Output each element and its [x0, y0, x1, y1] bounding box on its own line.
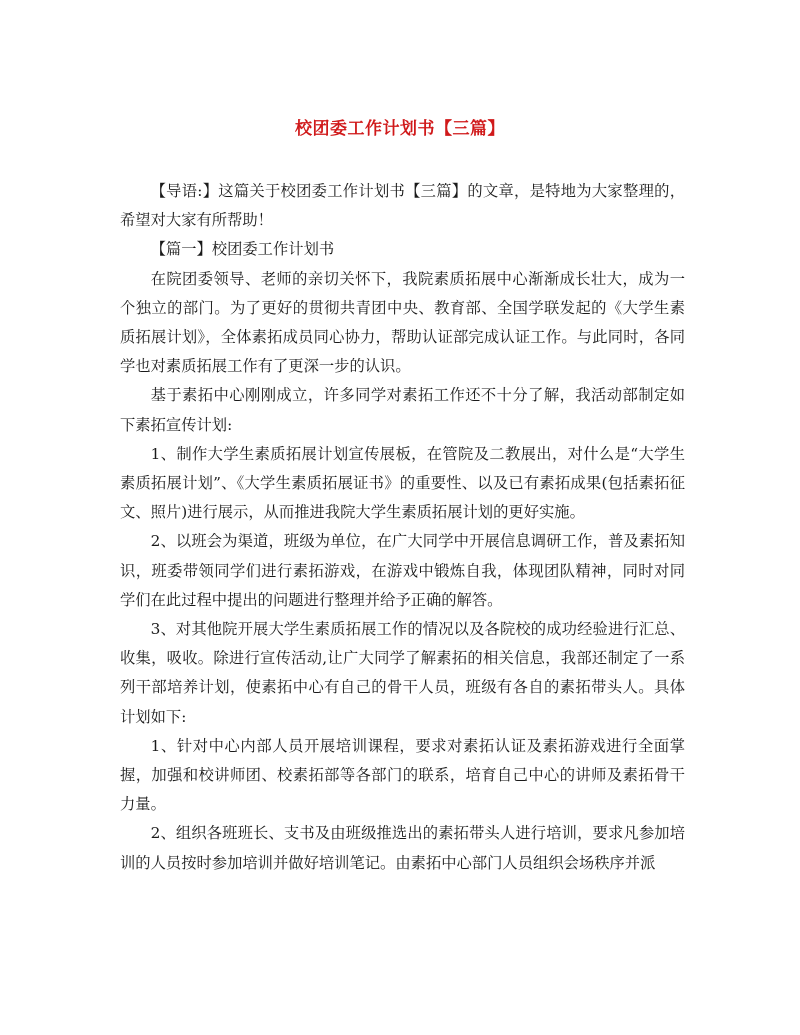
- list-paragraph: 2、组织各班班长、支书及由班级推选出的素拓带头人进行培训，要求凡参加培训的人员按时参加培训并做好培训笔记。由素拓中心部门人员组织会场秩序并派: [120, 824, 685, 872]
- list-paragraph: 3、对其他院开展大学生素质拓展工作的情况以及各院校的成功经验进行汇总、收集，吸收。除进行宣传活动,让广大同学了解素拓的相关信息，我部还制定了一系列干部培养计划，使素拓中心有自己的骨干人员，班级有各自的素拓带头人。具体计划如下:: [120, 620, 685, 726]
- document-body: [120, 177, 685, 878]
- section-heading: 【篇一】校团委工作计划书: [150, 240, 335, 259]
- list-paragraph: 1、针对中心内部人员开展培训课程，要求对素拓认证及素拓游戏进行全面掌握，加强和校讲师团、校素拓部等各部门的联系，培育自己中心的讲师及素拓骨干力量。: [120, 736, 685, 814]
- list-paragraph: 1、制作大学生素质拓展计划宣传展板，在管院及二教展出，对什么是“大学生素质拓展计划”、《大学生素质拓展证书》的重要性、以及已有素拓成果(包括素拓征文、照片)进行展示，从而推进我院大学生素质拓展计划的更好实施。: [120, 444, 685, 522]
- list-paragraph: 2、以班会为渠道，班级为单位，在广大同学中开展信息调研工作，普及素拓知识，班委带领同学们进行素拓游戏，在游戏中锻炼自我，体现团队精神，同时对同学们在此过程中提出的问题进行整理并给予正确的解答。: [120, 532, 685, 609]
- document-title: 校团委工作计划书【三篇】: [295, 119, 505, 139]
- intro-paragraph: 【导语:】这篇关于校团委工作计划书【三篇】的文章，是特地为大家整理的，希望对大家有所帮助！: [120, 182, 685, 230]
- body-paragraph: 在院团委领导、老师的亲切关怀下，我院素质拓展中心渐渐成长壮大，成为一个独立的部门。为了更好的贯彻共青团中央、教育部、全国学联发起的《大学生素质拓展计划》，全体素拓成员同心协力，帮助认证部完成认证工作。与此同时，各同学也对素质拓展工作有了更深一步的认识。: [120, 269, 685, 376]
- body-paragraph: 基于素拓中心刚刚成立，许多同学对素拓工作还不十分了解，我活动部制定如下素拓宣传计划:: [120, 386, 685, 434]
